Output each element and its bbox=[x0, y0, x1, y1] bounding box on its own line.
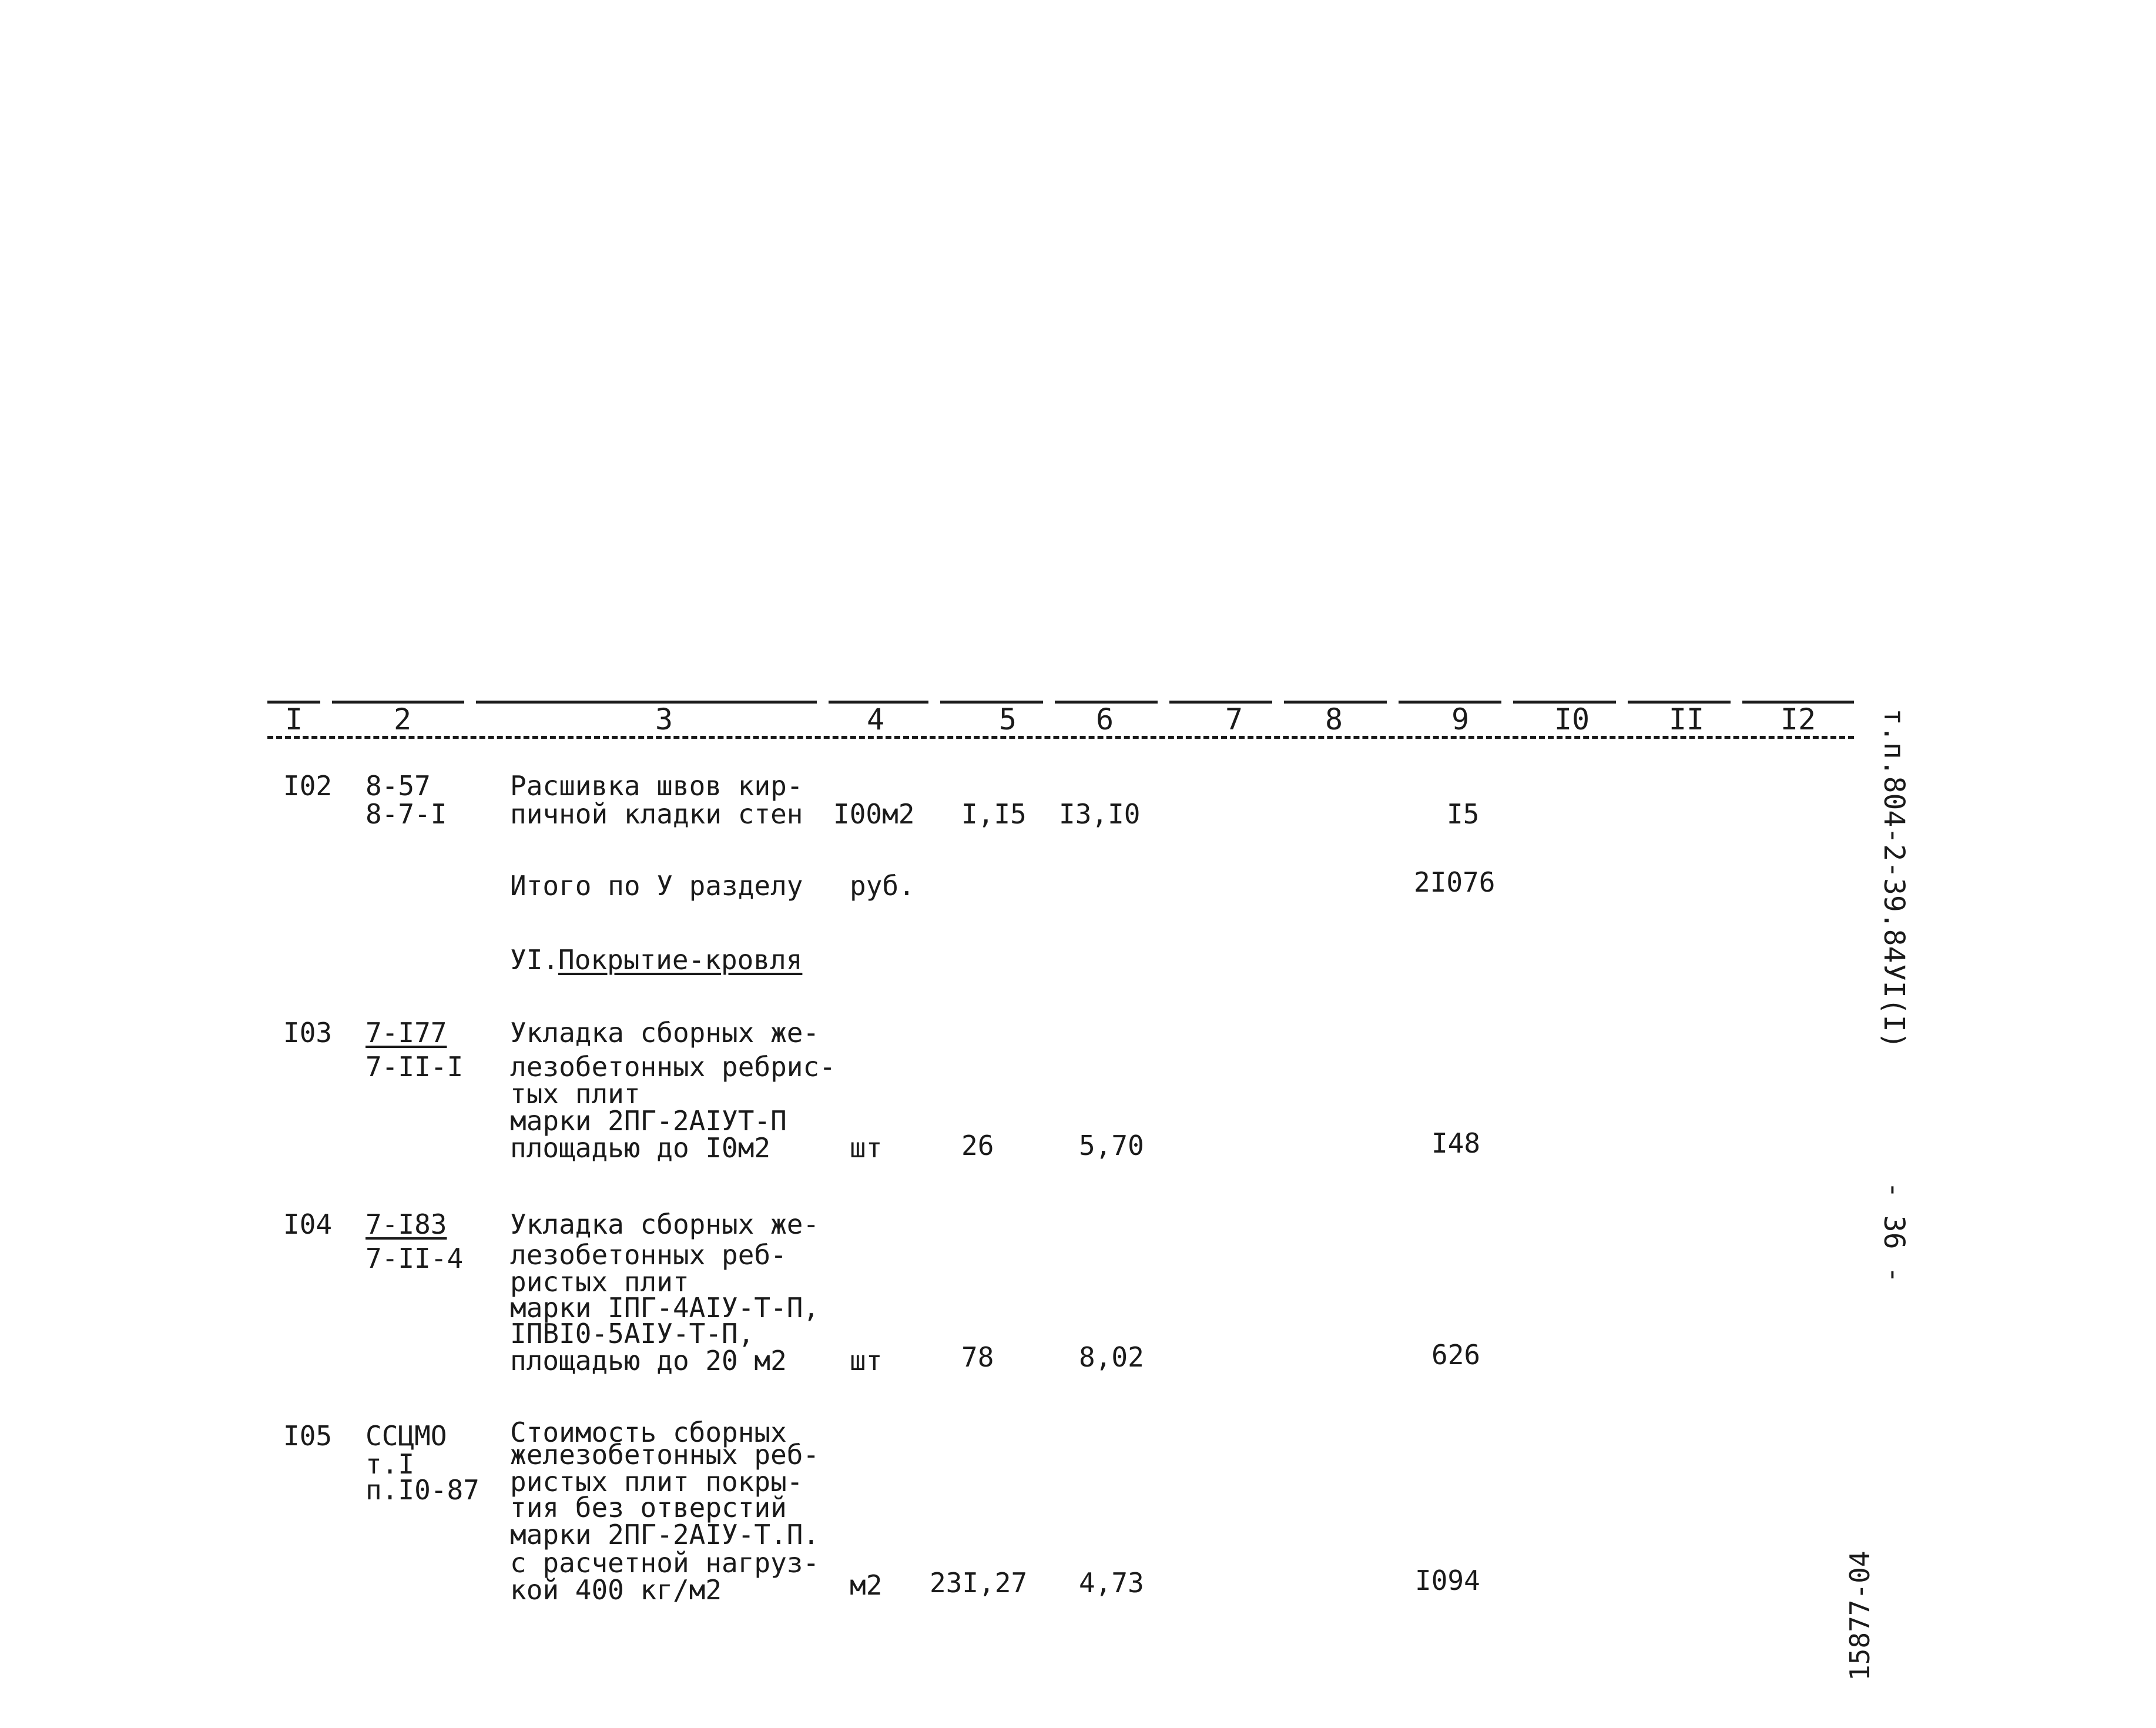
row-number: I04 bbox=[283, 1208, 333, 1240]
col-header-6: 6 bbox=[1095, 702, 1114, 736]
col-header-8: 8 bbox=[1325, 702, 1343, 736]
total-cost: 2I076 bbox=[1414, 866, 1496, 898]
section-index: УI(I) bbox=[1877, 964, 1910, 1049]
norm-code-top: 7-I77 bbox=[366, 1017, 447, 1049]
archive-number: 15877-04 bbox=[1844, 1550, 1876, 1681]
work-description-line: площадью до I0м2 bbox=[510, 1132, 771, 1164]
total-label: Итого по У разделу bbox=[510, 870, 803, 902]
work-description-line: ристых плит bbox=[510, 1266, 689, 1298]
work-description-line: марки 2ПГ-2АIУТ-П bbox=[510, 1105, 787, 1137]
work-description-line: ристых плит покры- bbox=[510, 1466, 803, 1498]
unit: шт bbox=[850, 1345, 883, 1377]
unit-price: 4,73 bbox=[1079, 1567, 1144, 1599]
unit: м2 bbox=[850, 1569, 883, 1601]
col-header-9: 9 bbox=[1451, 702, 1470, 736]
work-description-line: марки 2ПГ-2АIУ-Т.П. bbox=[510, 1519, 820, 1550]
work-description-line: кой 400 кг/м2 bbox=[510, 1574, 722, 1606]
col-header-2: 2 bbox=[393, 702, 412, 736]
work-description-line: тия без отверстий bbox=[510, 1492, 787, 1523]
work-description-line: железобетонных реб- bbox=[510, 1439, 820, 1471]
total-cost: I094 bbox=[1415, 1565, 1480, 1596]
norm-code-top: 8-57 bbox=[366, 770, 431, 802]
unit: руб. bbox=[850, 870, 915, 902]
col-header-4: 4 bbox=[866, 702, 885, 736]
row-number: I03 bbox=[283, 1017, 333, 1049]
unit-price: 8,02 bbox=[1079, 1341, 1144, 1373]
work-description-line: Расшивка швов кир- bbox=[510, 770, 803, 802]
unit: шт bbox=[850, 1132, 883, 1164]
work-description-line: с расчетной нагруз- bbox=[510, 1547, 820, 1579]
row-number: I02 bbox=[283, 770, 333, 802]
work-description-line: тых плит bbox=[510, 1078, 641, 1110]
work-description-line: IПВI0-5АIУ-Т-П, bbox=[510, 1318, 755, 1349]
norm-code-bottom: 7-II-I bbox=[366, 1051, 464, 1083]
total-cost: I48 bbox=[1431, 1127, 1481, 1159]
norm-code-bottom: 7-II-4 bbox=[366, 1243, 464, 1274]
col-header-1: I bbox=[284, 702, 303, 736]
col-header-7: 7 bbox=[1225, 702, 1243, 736]
work-description-line: Укладка сборных же- bbox=[510, 1208, 820, 1240]
unit-price: I3,I0 bbox=[1059, 798, 1141, 830]
norm-code-line: п.I0-87 bbox=[366, 1474, 480, 1506]
work-description-line: пичной кладки стен bbox=[510, 798, 803, 830]
work-description-line: Стоимость сборных bbox=[510, 1416, 787, 1448]
total-cost: 626 bbox=[1431, 1339, 1481, 1371]
quantity: 23I,27 bbox=[930, 1567, 1028, 1599]
work-description-line: лезобетонных ребрис- bbox=[510, 1051, 836, 1083]
norm-code-bottom: 8-7-I bbox=[366, 798, 447, 830]
quantity: I,I5 bbox=[961, 798, 1027, 830]
document-code: т.п.804-2-39.84 bbox=[1877, 708, 1910, 963]
work-description-line: Укладка сборных же- bbox=[510, 1017, 820, 1049]
col-header-5: 5 bbox=[998, 702, 1017, 736]
norm-code-line: т.I bbox=[366, 1448, 415, 1480]
total-cost: I5 bbox=[1447, 798, 1480, 830]
unit-price: 5,70 bbox=[1079, 1130, 1144, 1161]
row-number: I05 bbox=[283, 1420, 333, 1452]
col-header-10: I0 bbox=[1554, 702, 1590, 736]
col-header-3: 3 bbox=[655, 702, 673, 736]
work-description-line: площадью до 20 м2 bbox=[510, 1345, 787, 1377]
col-header-12: I2 bbox=[1780, 702, 1816, 736]
col-header-11: II bbox=[1668, 702, 1705, 736]
unit: I00м2 bbox=[833, 798, 915, 830]
section-title: Покрытие-кровля bbox=[558, 944, 803, 976]
norm-code-line: ССЦМО bbox=[366, 1420, 447, 1452]
norm-code-top: 7-I83 bbox=[366, 1208, 447, 1240]
section-number: УI. bbox=[510, 944, 559, 976]
quantity: 78 bbox=[961, 1341, 994, 1373]
page-number: - 36 - bbox=[1877, 1181, 1910, 1284]
work-description-line: лезобетонных реб- bbox=[510, 1239, 787, 1271]
quantity: 26 bbox=[961, 1130, 994, 1161]
header-bottom-rule bbox=[267, 736, 1854, 739]
work-description-line: марки IПГ-4АIУ-Т-П, bbox=[510, 1292, 820, 1324]
